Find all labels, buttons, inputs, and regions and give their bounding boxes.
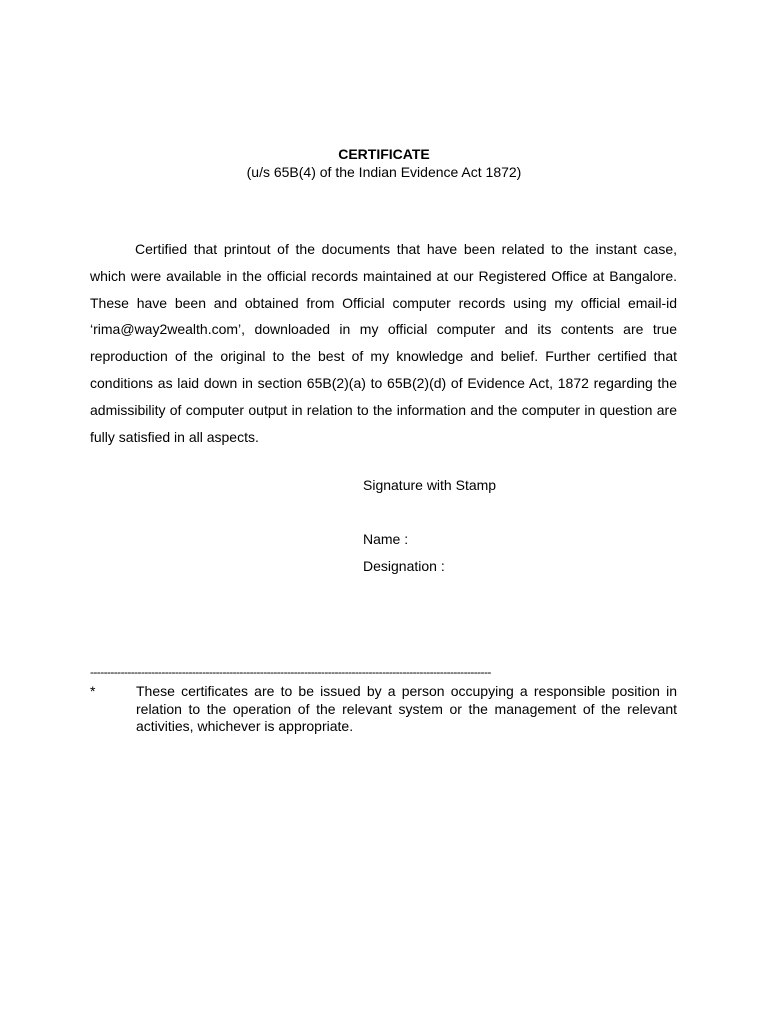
- certificate-body-paragraph: Certified that printout of the documents that have been related to the instant case, which were available in the official records maintained at our Registered Office at Bangalore. These have been and obtained from Official computer records using my official email-id ‘rima@way2wealth.com’, downloaded in my official computer and its contents are true reproduction of the original to the best of my knowledge and belief. Further certified that conditions as laid down in section 65B(2)(a) to 65B(2)(d) of Evidence Act, 1872 regarding the admissibility of computer output in relation to the information and the computer in question are fully satisfied in all aspects.: [90, 241, 677, 445]
- footnote-divider: ----------------------------------------------------------------------------------------------------------------------: [90, 665, 491, 679]
- footnote: [90, 683, 677, 736]
- signature-stamp-label: Signature with Stamp: [363, 477, 497, 493]
- designation-label: Designation :: [363, 558, 445, 574]
- document-title: CERTIFICATE: [338, 146, 430, 162]
- footnote-marker: *: [90, 683, 96, 699]
- document-subtitle: (u/s 65B(4) of the Indian Evidence Act 1872): [246, 164, 522, 180]
- footnote-text: These certificates are to be issued by a person occupying a responsible position in relation to the operation of the relevant system or the management of the relevant activities, whichever is appropriate.: [136, 683, 677, 734]
- name-label: Name :: [363, 531, 409, 547]
